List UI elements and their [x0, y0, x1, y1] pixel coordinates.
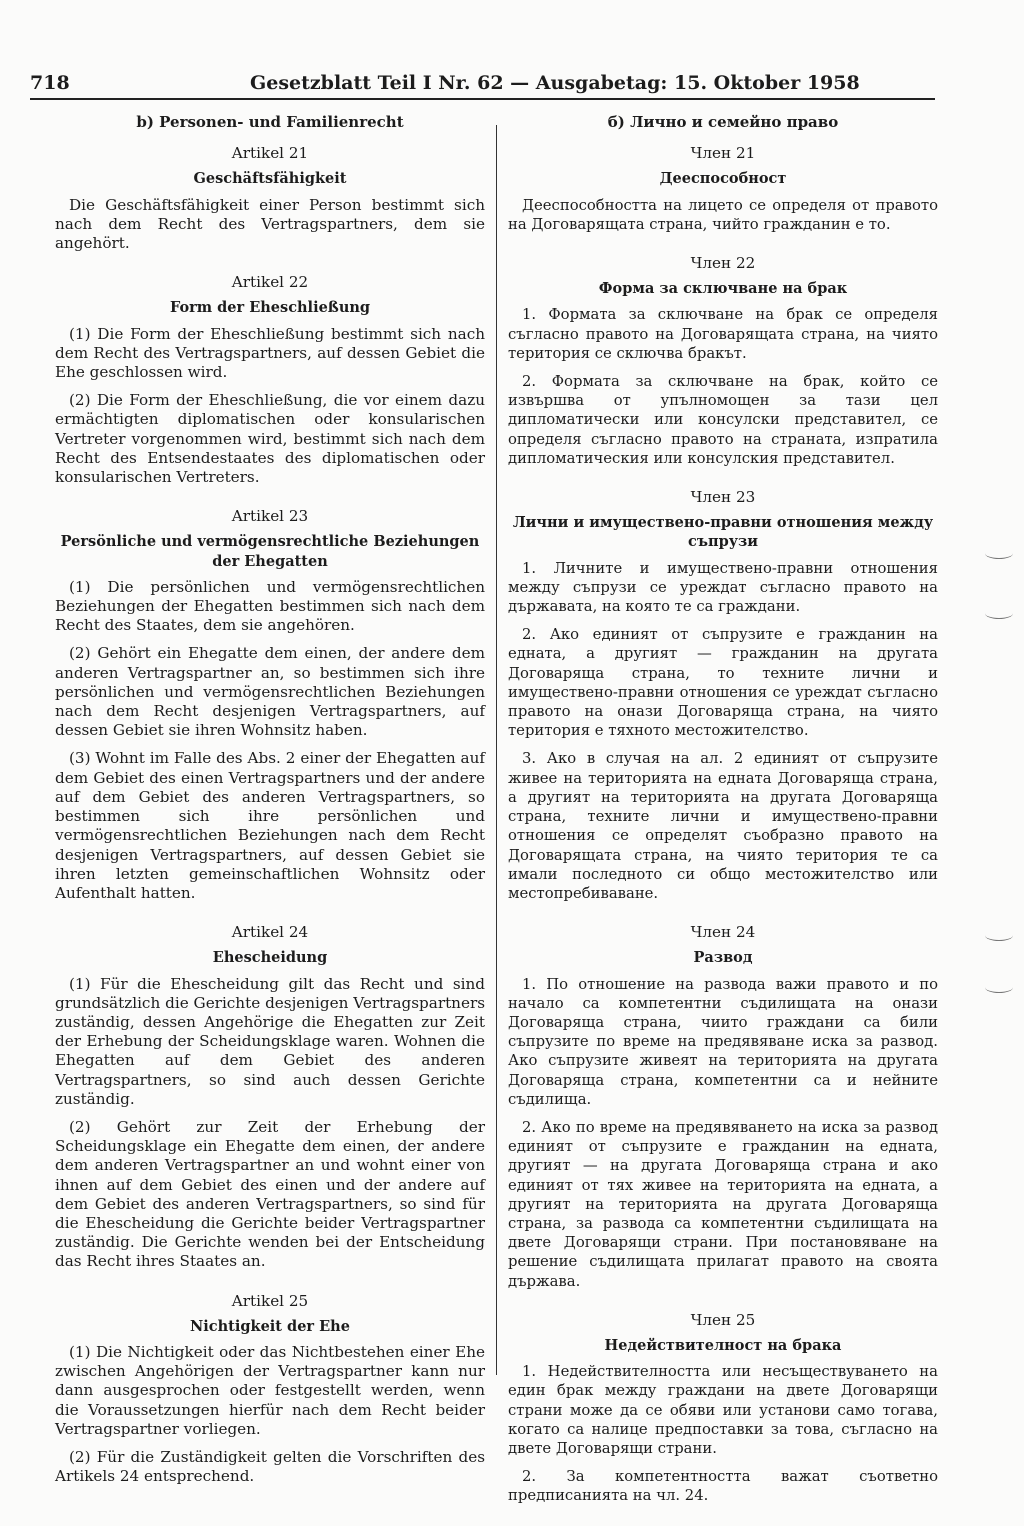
article-title: Ehescheidung	[212, 949, 328, 967]
paragraph: 2. Формата за сключване на брак, който се извършва от упълномощен за тази цел дипломатически или консулски представител, се определя съгласно правото на страната, изпратила дипломатическия или консулския представител.	[508, 373, 938, 467]
article-title: Недействителност на брака	[604, 1336, 842, 1354]
article-number: Artikel 24	[231, 923, 309, 942]
paragraph: (2) Die Form der Eheschließung, die vor einem dazu ermächtigten diplomatischen oder konsularischen Vertreter vorgenommen wird, bestimmt sich nach dem Recht des Entsendestaates des diplomatischen oder konsularischen Vertreters.	[55, 391, 485, 487]
bulgarian-column	[508, 113, 938, 1526]
section-heading: b) Personen- und Familienrecht	[136, 113, 404, 131]
margin-pencil-mark	[985, 982, 1013, 993]
paragraph: 1. Личните и имуществено-правни отношения между съпрузи се уреждат съгласно правото на държавата, на която те са граждани.	[508, 559, 938, 616]
article-number: Член 22	[690, 254, 756, 273]
paragraph: (1) Die Nichtigkeit oder das Nichtbestehen einer Ehe zwischen Angehörigen der Vertragspartner kann nur dann ausgesprochen oder festgestellt werden, wenn die Voraussetzungen hierfür nach dem Recht beider Vertragspartner vorliegen.	[55, 1342, 485, 1438]
article-number: Член 21	[690, 144, 756, 163]
header-title: Gesetzblatt Teil I Nr. 62 — Ausgabetag: 15. Oktober 1958	[250, 72, 860, 94]
paragraph: (2) Gehört zur Zeit der Erhebung der Scheidungsklage ein Ehegatte dem einen, der andere dem anderen Vertragspartner an und wohnt einer von ihnen auf dem Gebiet des einen und der andere auf dem Gebiet des anderen Vertragspartners, so sind für die Ehescheidung die Gerichte beider Vertragspartner zuständig. Die Gerichte wenden bei der Entscheidung das Recht ihres Staates an.	[55, 1117, 485, 1271]
page-number: 718	[30, 72, 70, 94]
paragraph: 3. Ако в случая на ал. 2 единият от съпрузите живее на територията на едната Договаряща страна, а другият на територията на другата Договаряща страна, техните лични и имуществено-правни отношения се определят съобразно правото на Договарящата страна, на чиято територия те са имали последното си общо местожителство или местопребиваване.	[508, 750, 938, 902]
chlen-21	[508, 144, 938, 234]
chlen-24	[508, 923, 938, 1291]
article-23	[55, 507, 485, 903]
article-22	[55, 273, 485, 487]
article-number: Artikel 25	[231, 1291, 309, 1310]
article-title: Geschäftsfähigkeit	[193, 170, 347, 188]
paragraph: 2. За компетентността важат съответно предписанията на чл. 24.	[508, 1468, 938, 1505]
article-title: Form der Eheschließung	[169, 299, 371, 317]
german-column	[55, 113, 485, 1506]
article-title: Persönliche und vermögensrechtliche Beziehungen der Ehegatten	[60, 533, 480, 570]
paragraph: (1) Für die Ehescheidung gilt das Recht und sind grundsätzlich die Gerichte desjenigen Vertragspartners zuständig, dessen Angehörige die Ehegatten zur Zeit der Erhebung der Scheidungsklage waren. Wohnen die Ehegatten auf dem Gebiet des anderen Vertragspartners, so sind auch dessen Gerichte zuständig.	[55, 974, 485, 1108]
section-heading: б) Лично и семейно право	[607, 113, 839, 131]
paragraph: (1) Die persönlichen und vermögensrechtlichen Beziehungen der Ehegatten bestimmen sich nach dem Recht des Staates, dem sie angehören.	[55, 577, 485, 635]
paragraph: (1) Die Form der Eheschließung bestimmt sich nach dem Recht des Vertragspartners, auf dessen Gebiet die Ehe geschlossen wird.	[55, 324, 485, 382]
article-21	[55, 144, 485, 253]
chlen-22	[508, 254, 938, 468]
column-divider	[496, 125, 497, 1375]
margin-pencil-mark	[985, 930, 1013, 941]
chlen-23	[508, 488, 938, 903]
article-24	[55, 923, 485, 1271]
margin-pencil-mark	[985, 548, 1013, 559]
paragraph: Дееспособността на лицето се определя от правото на Договарящата страна, чийто гражданин е то.	[508, 196, 938, 233]
article-number: Artikel 23	[231, 507, 309, 526]
article-number: Член 24	[690, 923, 756, 942]
paragraph: (2) Für die Zuständigkeit gelten die Vorschriften des Artikels 24 entsprechend.	[55, 1447, 485, 1486]
paragraph: Die Geschäftsfähigkeit einer Person bestimmt sich nach dem Recht des Vertragspartners, dem sie angehört.	[55, 195, 485, 253]
article-title: Лични и имуществено-правни отношения между съпрузи	[512, 514, 934, 551]
article-number: Artikel 22	[231, 273, 309, 292]
paragraph: (3) Wohnt im Falle des Abs. 2 einer der Ehegatten auf dem Gebiet des einen Vertragspartners und der andere auf dem Gebiet des anderen Vertragspartners, so bestimmen sich ihre persönlichen und vermögensrechtlichen Beziehungen nach dem Recht desjenigen Vertragspartners, auf dessen Gebiet sie ihren letzten gemeinschaftlichen Wohnsitz oder Aufenthalt hatten.	[55, 749, 485, 902]
article-number: Artikel 21	[231, 144, 309, 163]
paragraph: 2. Ако по време на предявяването на иска за развод единият от съпрузите е гражданин на едната, другият — на другата Договаряща страна и ако единият от тях живее на територията на едната, а другият на територията на другата Договаряща страна, за развода са компетентни съдилищата на двете Договарящи страни. При постановяване на решение съдилищата прилагат правото на своята държава.	[508, 1118, 938, 1290]
article-title: Nichtigkeit der Ehe	[190, 1317, 350, 1335]
paragraph: 2. Ако единият от съпрузите е гражданин на едната, а другият — гражданин на другата Договаряща страна, то техните лични и имуществено-правни отношения се уреждат съгласно правото на онази Договаряща страна, на чиято територия е тяхното местожителство.	[508, 626, 938, 740]
article-title: Дееспособност	[659, 170, 787, 188]
article-25	[55, 1292, 485, 1487]
paragraph: 1. Недействителността или несъществуването на един брак между граждани на двете Договарящи страни може да се обяви или установи само тогава, когато са налице предпоставки за това, съгласно на двете Договарящи страни.	[508, 1363, 938, 1457]
paragraph: 1. Формата за сключване на брак се определя съгласно правото на Договарящата страна, на чиято територия се сключва бракът.	[508, 306, 938, 362]
article-number: Член 25	[690, 1310, 756, 1329]
article-number: Член 23	[690, 488, 756, 507]
paragraph: (2) Gehört ein Ehegatte dem einen, der andere dem anderen Vertragspartner an, so bestimmen sich ihre persönlichen und vermögensrechtlichen Beziehungen nach dem Recht desjenigen Vertragspartners, auf dessen Gebiet sie ihren Wohnsitz haben.	[55, 644, 485, 740]
page-header	[30, 68, 935, 100]
paragraph: 1. По отношение на развода важи правото и по начало са компетентни съдилищата на онази Договаряща страна, чиито граждани са били съпрузите по време на предявяване иска за развод. Ако съпрузите живеят на територията на другата Договаряща страна, компетентни са и нейните съдилища.	[508, 975, 938, 1108]
margin-pencil-mark	[985, 608, 1013, 619]
chlen-25	[508, 1311, 938, 1506]
article-title: Форма за сключване на брак	[598, 280, 848, 298]
article-title: Развод	[693, 949, 753, 967]
